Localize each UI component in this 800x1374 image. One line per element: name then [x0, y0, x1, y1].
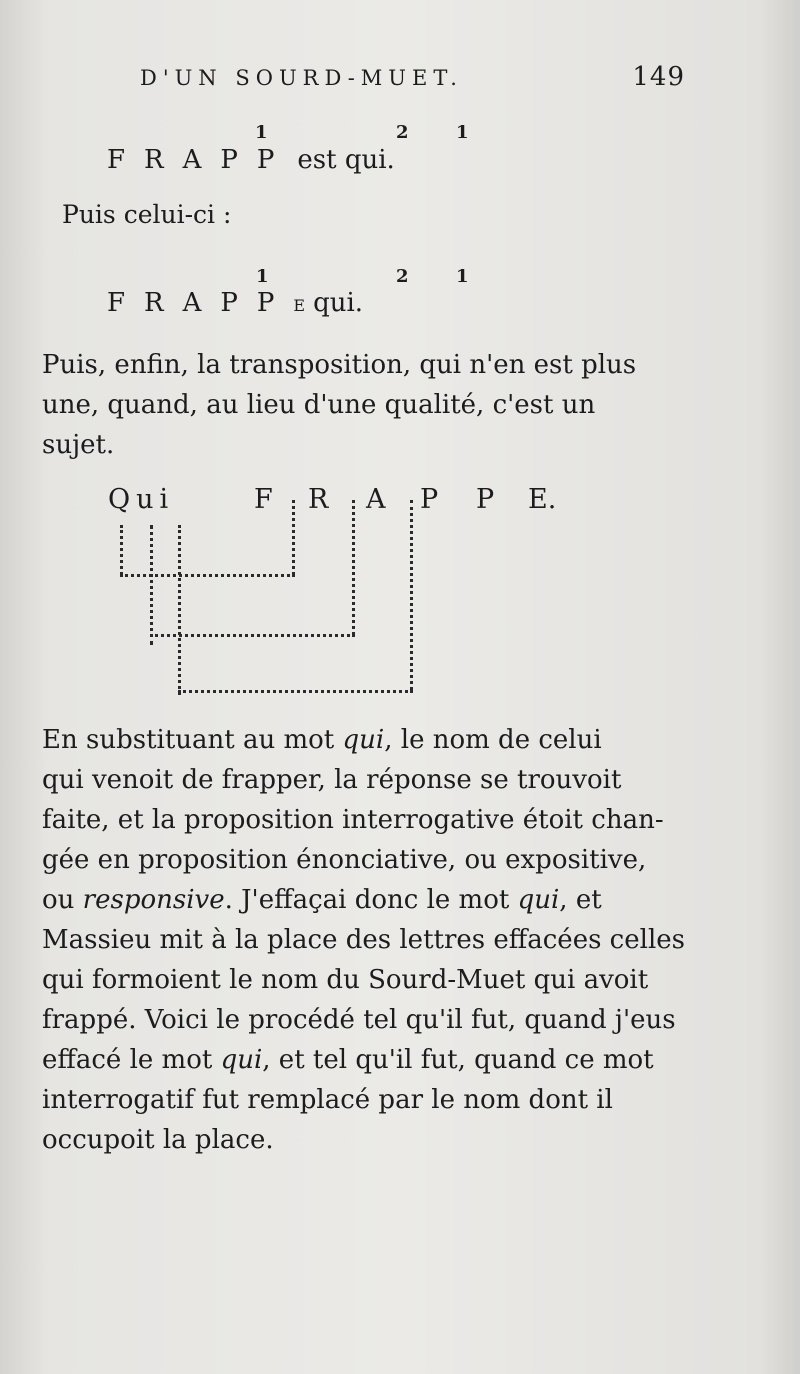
- paragraph-2-line: [42, 880, 702, 920]
- diagram-dotted-line: [120, 525, 123, 575]
- formula2-letters: FRAPP: [107, 288, 294, 318]
- formula2: [107, 288, 363, 318]
- diagram-dotted-line: [150, 634, 355, 637]
- paragraph-1-line: sujet.: [42, 430, 115, 460]
- diagram-dotted-line: [410, 500, 413, 690]
- diagram-dotted-line: [292, 500, 295, 575]
- text-run: . J'effaçai donc le mot: [224, 885, 518, 915]
- formula2-small-e: E: [293, 296, 306, 315]
- italic-word: qui: [517, 885, 560, 915]
- running-title: D'UN SOURD-MUET.: [140, 66, 463, 90]
- formula1-number-2: 2: [396, 122, 409, 143]
- diagram-dotted-line: [352, 500, 355, 635]
- paragraph-1: [42, 345, 702, 465]
- text-run: , et: [559, 885, 602, 915]
- formula3-letter-f: F: [254, 484, 273, 515]
- formula2-number-3: 1: [456, 266, 469, 287]
- paragraph-1-line: Puis, enfin, la transposition, qui n'en est plus: [42, 350, 637, 380]
- diagram-dotted-line: [178, 525, 181, 695]
- formula3-letter-e: E.: [528, 484, 557, 515]
- paragraph-2-line: interrogatif fut remplacé par le nom dont il: [42, 1085, 613, 1115]
- paragraph-2-line: [42, 720, 702, 760]
- text-run: , le nom de celui: [384, 725, 602, 755]
- diagram-dotted-line: [150, 525, 153, 645]
- formula3-letter-r: R: [308, 484, 329, 515]
- page-header: [140, 62, 685, 106]
- formula3-letter-p1: P: [420, 484, 439, 515]
- text-run: effacé le mot: [42, 1045, 221, 1075]
- diagram-dotted-line: [178, 690, 413, 693]
- page-number: 149: [632, 62, 685, 92]
- text-run: , et tel qu'il fut, quand ce mot: [262, 1045, 654, 1075]
- formula3-letter-p2: P: [476, 484, 495, 515]
- formula2-suffix: qui.: [313, 288, 364, 318]
- formula1-number-1: 1: [255, 122, 268, 143]
- paragraph-2-line: [42, 1040, 702, 1080]
- formula3-letter-a: A: [366, 484, 386, 515]
- formula3-subject: Qui: [108, 484, 175, 515]
- formula2-number-1: 1: [256, 266, 269, 287]
- italic-word: qui: [342, 725, 385, 755]
- paragraph-2-line: occupoit la place.: [42, 1125, 274, 1155]
- paragraph-2-line: qui formoient le nom du Sourd-Muet qui avoit: [42, 965, 649, 995]
- paragraph-1-line: une, quand, au lieu d'une qualité, c'est un: [42, 390, 596, 420]
- paragraph-2-line: Massieu mit à la place des lettres effacées celles: [42, 925, 685, 955]
- line-puis-celui-ci: Puis celui-ci :: [62, 200, 232, 229]
- formula1-suffix: est qui.: [297, 145, 395, 175]
- italic-word: qui: [220, 1045, 263, 1075]
- paragraph-2-line: qui venoit de frapper, la réponse se trouvoit: [42, 765, 622, 795]
- diagram-dotted-line: [120, 574, 295, 577]
- formula1-number-3: 1: [456, 122, 469, 143]
- paragraph-2: [42, 720, 702, 1160]
- formula1-letters: FRAPP: [107, 145, 294, 175]
- text-run: En substituant au mot: [42, 725, 343, 755]
- paragraph-2-line: frappé. Voici le procédé tel qu'il fut, quand j'eus: [42, 1005, 676, 1035]
- paragraph-2-line: faite, et la proposition interrogative étoit chan-: [42, 805, 664, 835]
- formula1: [107, 145, 395, 175]
- formula2-number-2: 2: [396, 266, 409, 287]
- paragraph-2-line: gée en proposition énonciative, ou expositive,: [42, 845, 647, 875]
- italic-word: responsive: [82, 885, 225, 915]
- text-run: ou: [42, 885, 83, 915]
